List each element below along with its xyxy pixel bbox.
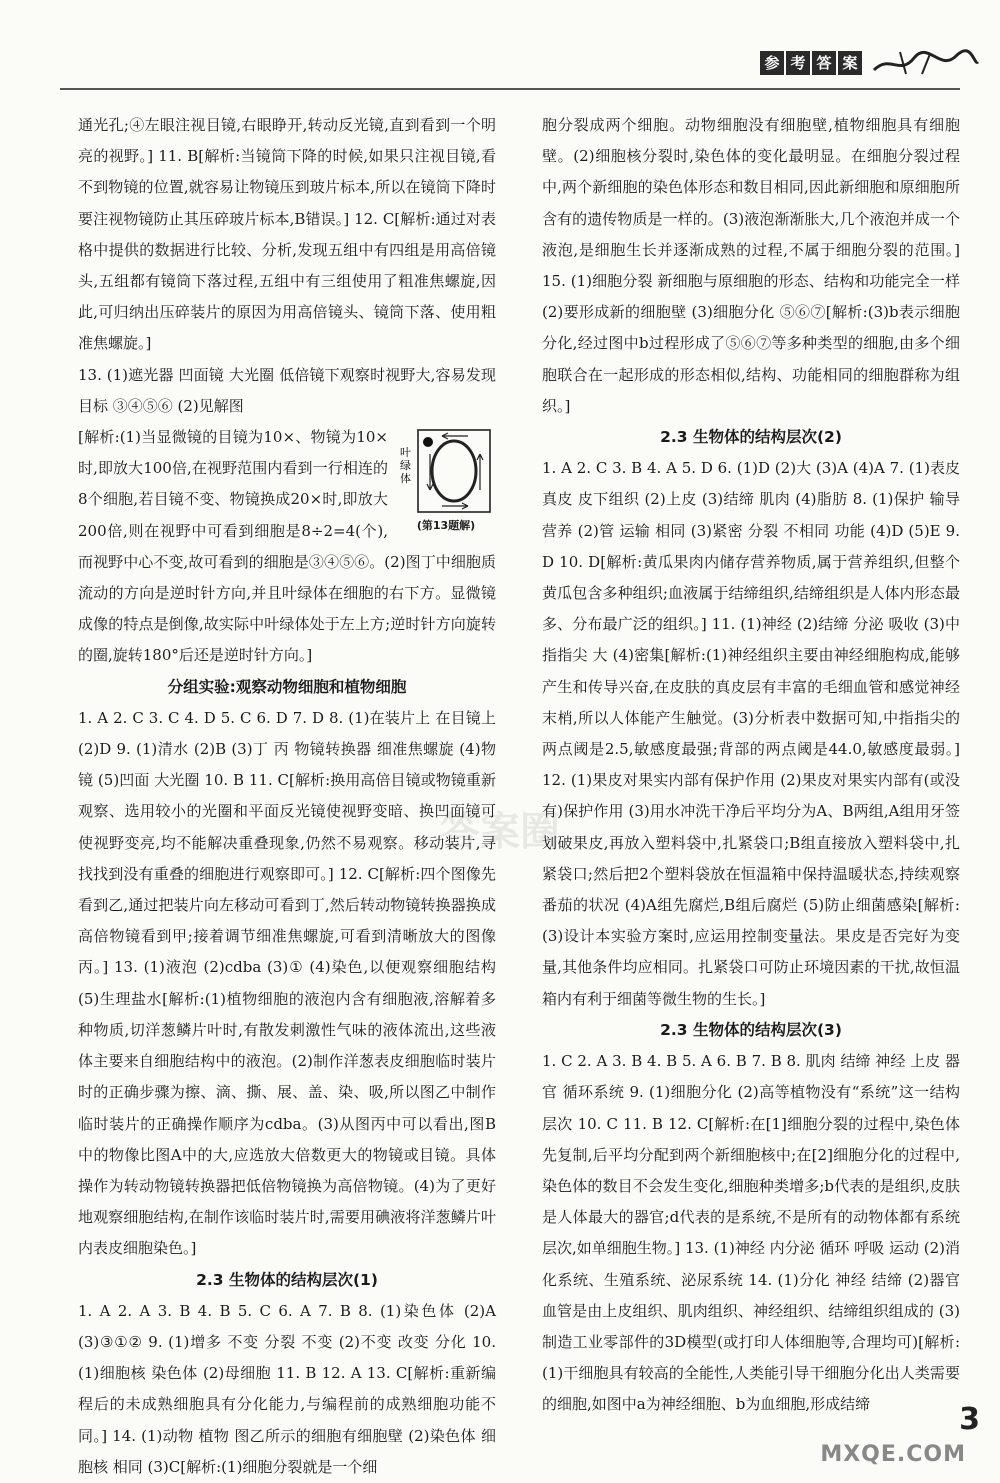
answer-paragraph: 1. A 2. C 3. B 4. A 5. D 6. (1)D (2)大 (3)A (4)A 7. (1)表皮 真皮 皮下组织 (2)上皮 (3)结缔 肌肉 (4)脂肪 8. (1)保护 输导 营养 (2)管 运输 相同 (3)紧密 分裂 不相同 功能 (4)D (5)E 9. D 10. D[解析:黄瓜果肉内储存营养物质,属于营养组织,但整个黄瓜包含多种组织;血液属于结缔组织,结缔组织是人体内形态最多、分布最广泛的组织。] 11. (1)神经 (2)结缔 分泌 吸收 (3)中指指尖 大 (4)密集[解析:(1)神经组织主要由神经细胞构成,能够产生和传导兴奋,在皮肤的真皮层有丰富的毛细血管和感觉神经末梢,所以人体能产生触觉。(3)分析表中数据可知,中指指尖的两点阈是2.5,敏感度最强;背部的两点阈是44.0,敏感度最弱。] 12. (1)果皮对果实内部有保护作用 (2)果皮对果实内部有(或没有)保护作用 (3)用水冲洗干净后平均分为A、B两组,A组用牙签划破果皮,再放入塑料袋中,扎紧袋口;B组直接放入塑料袋中,扎紧袋口;然后把2个塑料袋放在恒温箱中保持温暖状态,持续观察番茄的状况 (4)A组先腐烂,B组后腐烂 (5)防止细菌感染[解析:(3)设计本实验方案时,应运用控制变量法。果皮是否完好为变量,其他条件均应相同。扎紧袋口可防止环境因素的干扰,故恒温箱内有利于细菌等微生物的生长。] [542, 459, 960, 1008]
section-title: 2.3 生物体的结构层次(3) [660, 1020, 842, 1039]
fig-side-char: 叶 [400, 446, 411, 460]
answer-paragraph: 通光孔;④左眼注视目镜,右眼睁开,转动反光镜,直到看到一个明亮的视野。] 11. B[解析:当镜筒下降的时候,如果只注视目镜,看不到物镜的位置,就容易让物镜压到玻片标本,所以在镜筒下降时要注视物镜防止其压碎玻片标本,B错误。] 12. C[解析:通过对表格中提供的数据进行比较、分析,发现五组中有四组是用高倍镜头,五组都有镜筒下落过程,五组中有三组使用了粗准焦螺旋,因此,可归纳出压碎装片的原因为用高倍镜头、镜筒下落、使用粗准焦螺旋。] [78, 116, 496, 353]
answer-paragraph: 1. C 2. A 3. B 4. B 5. A 6. B 7. B 8. 肌肉 结缔 神经 上皮 器官 循环系统 9. (1)细胞分化 (2)高等植物没有“系统”这一结构层次 10. C 11. B 12. C[解析:在[1]细胞分裂的过程中,染色体先复制,后平均分配到两个新细胞核中;在[2]细胞分化的过程中,染色体的数目不会发生变化,细胞种类增多;b代表的是组织,皮肤是人体最大的器官;d代表的是系统,不是所有的动物体都有系统层次,如单细胞生物。] 13. (1)神经 内分泌 循环 呼吸 运动 (2)消化系统、生殖系统、泌尿系统 14. (1)分化 神经 结缔 (2)器官 血管是由上皮组织、肌肉组织、神经组织、结缔组织组成的 (3)制造工业零部件的3D模型(或打印人体细胞等,合理均可)[解析:(1)干细胞具有较高的全能性,人类能引导干细胞分化出人类需要的细胞,如图中a为神经细胞、b为血细胞,形成结缔 [542, 1052, 960, 1414]
figure-13 [396, 426, 496, 534]
answer-paragraph: 胞分裂成两个细胞。动物细胞没有细胞壁,植物细胞具有细胞壁。(2)细胞核分裂时,染色体的变化最明显。在细胞分裂过程中,两个新细胞的染色体形态和数目相同,因此新细胞和原细胞所含有的遗传物质是一样的。(3)液泡渐渐胀大,几个液泡并成一个液泡,是细胞生长并逐渐成熟的过程,不属于细胞分裂的范围。] 15. (1)细胞分裂 新细胞与原细胞的形态、结构和功能完全一样 (2)要形成新的细胞壁 (3)细胞分化 ⑤⑥⑦[解析:(3)b表示细胞分化,经过图中b过程形成了⑤⑥⑦等多种类型的细胞,由多个细胞联合在一起形成的形态相似,结构、功能相同的细胞群称为组织。] [542, 116, 960, 415]
answer-paragraph: 1. A 2. A 3. B 4. B 5. C 6. A 7. B 8. (1)染色体 (2)A (3)③①② 9. (1)增多 不变 分裂 不变 (2)不变 改变 分化 10. (1)细胞核 染色体 (2)母细胞 11. B 12. A 13. C[解析:重新编程后的未成熟细胞具有分化能力,与编程前的成熟细胞功能不同。] 14. (1)动物 植物 图乙所示的细胞有细胞壁 (2)染色体 细胞核 相同 (3)C[解析:(1)细胞分裂就是一个细 [78, 1301, 496, 1476]
label-char: 参 [760, 51, 784, 75]
section-title: 分组实验:观察动物细胞和植物细胞 [167, 677, 407, 696]
section-title: 2.3 生物体的结构层次(2) [660, 428, 842, 447]
section-title: 2.3 生物体的结构层次(1) [196, 1270, 378, 1289]
page-header [760, 48, 980, 78]
answer-key-label [760, 51, 862, 75]
header-rule [60, 88, 960, 90]
fig-side-label: 叶 绿 体 [400, 446, 411, 486]
figure-caption: (第13题解) [416, 519, 476, 533]
label-char: 考 [786, 51, 810, 75]
page-number: 3 [959, 1402, 980, 1437]
answer-paragraph: 13. (1)遮光器 凹面镜 大光圈 低倍镜下观察时视野大,容易发现目标 ③④⑤⑥ (2)见解图 [78, 365, 496, 415]
calligraphy-ornament-icon [870, 48, 980, 78]
label-char: 答 [812, 51, 836, 75]
right-column [542, 110, 960, 1421]
answer-paragraph: 1. A 2. C 3. C 4. D 5. C 6. D 7. D 8. (1)在装片上 在目镜上 (2)D 9. (1)清水 (2)B (3)丁 丙 物镜转换器 细准焦螺旋 (4)物镜 (5)凹面 大光圈 10. B 11. C[解析:换用高倍目镜或物镜重新观察、选用较小的光圈和平面反光镜使视野变暗、换凹面镜可使视野变亮,均不能解决重叠现象,仍然不易观察。移动装片,寻找找到没有重叠的细胞进行观察即可。] 12. C[解析:四个图像先看到乙,通过把装片向左移动可看到丁,然后转动物镜转换器换成高倍物镜看到甲;接着调节细准焦螺旋,可看到清晰放大的图像丙。] 13. (1)液泡 (2)cdba (3)① (4)染色,以便观察细胞结构 (5)生理盐水[解析:(1)植物细胞的液泡内含有细胞液,溶解着多种物质,切洋葱鳞片叶时,有散发刺激性气味的液体流出,这些液体主要来自细胞结构中的液泡。(2)制作洋葱表皮细胞临时装片时的正确步骤为擦、滴、撕、展、盖、染、吸,所以图乙中制作临时装片的正确操作顺序为cdba。(3)从图丙中可以看出,图B中的物像比图A中的大,应选放大倍数更大的物镜或目镜。具体操作为转动物镜转换器把低倍物镜换为高倍物镜。(4)为了更好地观察细胞结构,在制作该临时装片时,需要用碘液将洋葱鳞片叶内表皮细胞染色。] [78, 708, 496, 1258]
cell-diagram [396, 426, 496, 518]
answer-paragraph: [解析:(1)当显微镜的目镜为10×、物镜为10×时,即放大100倍,在视野范围内看到一行相连的8个细胞,若目镜不变、物镜换成20×时,即放大200倍,则在视野中可看到细胞是8÷2=4(个),而视野中心不变,故可看到的细胞是③④⑤⑥。(2)图丁中细胞质流动的方向是逆时针方向,并且叶绿体在细胞的右下方。显微镜成像的特点是倒像,故实际中叶绿体处于左上方;逆时针方向旋转的圈,旋转180°后还是逆时针方向。] [78, 428, 496, 665]
watermark-logo: 答案圈 [440, 809, 560, 855]
site-watermark: MXQE.COM [820, 1442, 966, 1467]
label-char: 案 [838, 51, 862, 75]
left-column [78, 110, 496, 1483]
